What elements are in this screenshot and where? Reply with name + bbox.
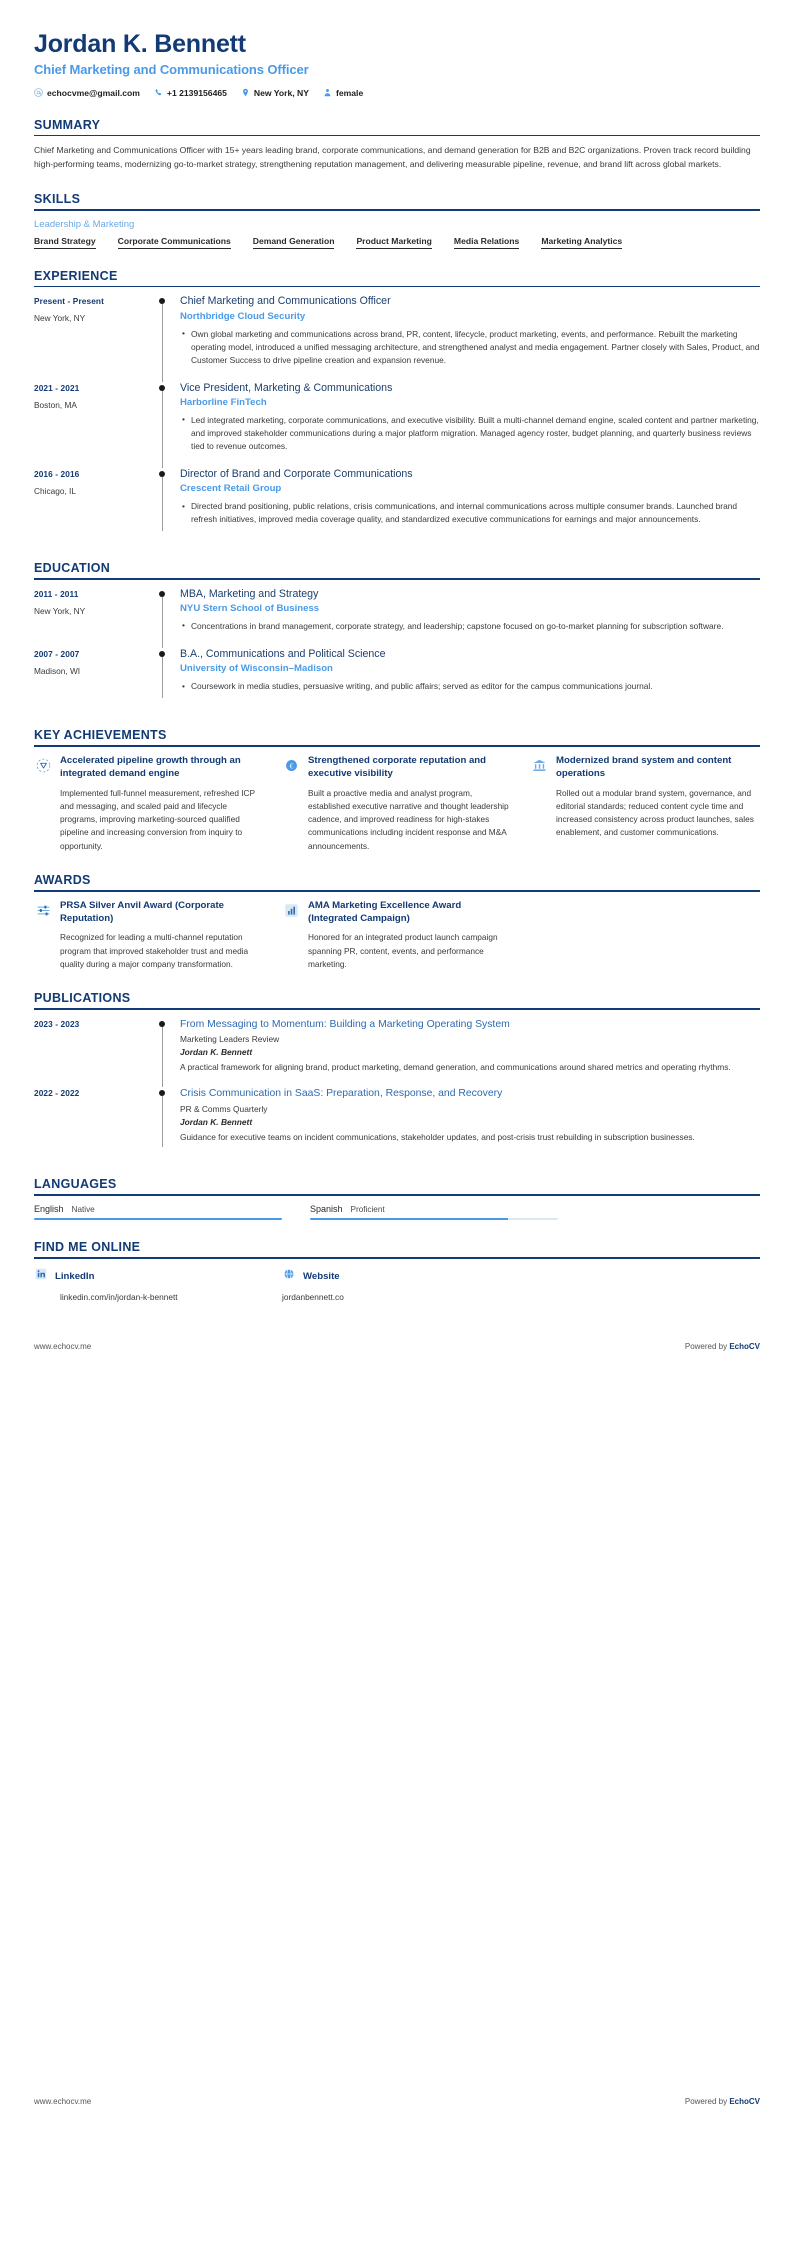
publication-entry: [34, 1018, 760, 1088]
entry-location: Chicago, IL: [34, 485, 76, 496]
online-head: [34, 1267, 282, 1286]
award-card: [34, 900, 264, 972]
online-label: Website: [303, 1270, 340, 1282]
entry-location: Boston, MA: [34, 399, 77, 410]
publication-desc: Guidance for executive teams on incident communications, stakeholder updates, and post-crisis trust rebuilding in subscription businesses.: [180, 1131, 695, 1142]
header: [34, 30, 760, 98]
achievement-title: Accelerated pipeline growth through an integrated demand engine: [60, 754, 241, 779]
degree-title: MBA, Marketing and Strategy: [180, 587, 319, 600]
education-entry: [34, 588, 760, 648]
entry-location: New York, NY: [34, 605, 86, 616]
section-title-key-achievements: KEY ACHIEVEMENTS: [34, 728, 167, 743]
section-summary: [34, 118, 760, 172]
person-icon: [323, 88, 332, 97]
footer-site[interactable]: www.echocv.me: [34, 1341, 92, 1351]
email-icon: [34, 88, 43, 97]
education-entry: [34, 648, 760, 708]
section-education: [34, 561, 760, 708]
section-title-summary: SUMMARY: [34, 117, 101, 132]
section-rule: [34, 286, 760, 288]
section-title-skills: SKILLS: [34, 192, 81, 207]
achievement-card: [34, 755, 264, 853]
entry-content: [180, 382, 760, 468]
section-rule: [34, 1194, 760, 1196]
entry-date: 2007 - 2007: [34, 648, 80, 659]
contact-email-text: echocvme@gmail.com: [47, 87, 140, 98]
section-title-find-me-online: FIND ME ONLINE: [34, 1240, 141, 1255]
entry-date: 2022 - 2022: [34, 1088, 80, 1099]
timeline-rail: [154, 1087, 180, 1157]
timeline-line: [162, 1022, 163, 1088]
online-url[interactable]: linkedin.com/in/jordan-k-bennett: [60, 1291, 178, 1302]
phone-icon: [154, 88, 163, 97]
experience-entry: [34, 382, 760, 468]
achievement-body: [556, 755, 760, 840]
timeline-dot: [159, 298, 165, 304]
timeline-line: [162, 592, 163, 648]
bullet-list: [180, 620, 760, 633]
resume-sheet-2: [0, 1377, 794, 2097]
job-title: Chief Marketing and Communications Officer: [180, 295, 391, 308]
footer-brand-name: EchoCV: [729, 1341, 760, 1351]
spacer: [34, 1302, 760, 1342]
contact-row: [34, 88, 760, 98]
entry-meta: [34, 1087, 154, 1098]
sliders-icon: [34, 902, 52, 920]
achievement-desc: Implemented full-funnel measurement, refreshed ICP and messaging, and scaled paid and lifecycle programs, improving marketing-sourced qualified pipeline and increasing conversion from inquiry to opportunity.: [60, 787, 255, 851]
language-name: Spanish: [310, 1203, 343, 1214]
bullet-list: [180, 500, 760, 526]
award-title: AMA Marketing Excellence Award (Integrated Campaign): [308, 899, 462, 924]
entry-date: 2016 - 2016: [34, 468, 80, 479]
section-rule: [34, 890, 760, 892]
location-pin-icon: [241, 88, 250, 97]
skill-chip: Marketing Analytics: [541, 236, 622, 249]
entry-content: [180, 468, 760, 541]
section-key-achievements: [34, 728, 760, 853]
language-item: [34, 1204, 282, 1221]
publication-title[interactable]: From Messaging to Momentum: Building a Marketing Operating System: [180, 1018, 510, 1030]
summary-text: Chief Marketing and Communications Officer with 15+ years leading brand, corporate communications, and demand generation for B2B and B2C organizations. Proven track record building high-performing teams, modernizing go-to-market strategy, strengthening reputation management, and delivering measurable pipeline, revenue, and brand lift across global markets.: [34, 145, 751, 170]
footer-brand-2: [685, 2097, 760, 2106]
school-name: University of Wisconsin–Madison: [180, 663, 333, 675]
timeline-dot: [159, 651, 165, 657]
timeline-line: [162, 472, 163, 531]
publication-title[interactable]: Crisis Communication in SaaS: Preparation, Response, and Recovery: [180, 1088, 503, 1100]
skill-chip: Brand Strategy: [34, 236, 96, 249]
euro-badge-icon: [282, 757, 300, 775]
job-title: Vice President, Marketing & Communications: [180, 381, 393, 394]
bullet-item: • Led integrated marketing, corporate communications, and executive visibility. Built a multi-channel demand engine, scaled content and partner marketing, and improved stakeholder communications during a major platform migration. Managed agency roster, budget planning, and quarterly business reviews tied to revenue outcomes.: [180, 414, 760, 453]
section-find-me-online: [34, 1240, 760, 1302]
language-bar: [34, 1218, 282, 1221]
achievement-desc: Built a proactive media and analyst program, established executive narrative and thought leadership cadence, and improved readiness for high-stakes communications including incident response and M&A announcements.: [308, 787, 509, 851]
language-bar-fill: [310, 1218, 508, 1221]
company-name: Northbridge Cloud Security: [180, 310, 306, 322]
award-card: [282, 900, 512, 972]
section-skills: [34, 192, 760, 249]
section-title-experience: EXPERIENCE: [34, 268, 118, 283]
achievement-body: [308, 755, 512, 853]
timeline-line: [162, 652, 163, 698]
footer-powered-prefix: Powered by: [684, 1341, 730, 1351]
timeline-rail: [154, 295, 180, 381]
experience-entry: [34, 295, 760, 381]
entry-content: [180, 648, 760, 708]
contact-phone[interactable]: [154, 88, 227, 98]
candidate-headline: Chief Marketing and Communications Officer: [34, 61, 309, 77]
achievement-title: Modernized brand system and content operations: [556, 754, 732, 779]
skill-chip: Media Relations: [454, 236, 519, 249]
degree-title: B.A., Communications and Political Science: [180, 647, 386, 660]
publication-publisher: PR & Comms Quarterly: [180, 1103, 268, 1114]
skill-group-label: Leadership & Marketing: [34, 218, 135, 230]
language-list: [34, 1204, 760, 1221]
bullet-list: [180, 414, 760, 453]
section-rule: [34, 1257, 760, 1259]
entry-content: [180, 1087, 760, 1157]
linkedin-icon: [34, 1267, 48, 1286]
award-card-empty: [530, 900, 760, 972]
award-body: [308, 900, 512, 972]
skill-list: [34, 236, 760, 249]
entry-date: 2021 - 2021: [34, 382, 80, 393]
entry-meta: [34, 468, 154, 496]
timeline-line: [162, 1091, 163, 1147]
skill-chip: Demand Generation: [253, 236, 335, 249]
entry-meta: [34, 648, 154, 676]
publication-author: Jordan K. Bennett: [180, 1116, 253, 1127]
bar-chart-icon: [282, 902, 300, 920]
section-rule: [34, 135, 760, 137]
section-rule: [34, 209, 760, 211]
online-item-linkedin[interactable]: [34, 1267, 282, 1302]
online-label: LinkedIn: [55, 1270, 95, 1282]
bullet-list: [180, 680, 760, 693]
section-languages: [34, 1177, 760, 1220]
section-title-languages: LANGUAGES: [34, 1176, 117, 1191]
award-body: [60, 900, 264, 972]
timeline-rail: [154, 588, 180, 648]
entry-date: Present - Present: [34, 296, 104, 307]
company-name: Harborline FinTech: [180, 396, 267, 408]
bullet-item: • Coursework in media studies, persuasive writing, and public affairs; served as editor for the campus communications journal.: [180, 680, 760, 693]
candidate-name: Jordan K. Bennett: [34, 30, 246, 58]
target-icon: [34, 757, 52, 775]
bullet-item: • Own global marketing and communications across brand, PR, content, lifecycle, product marketing, events, and performance. Rebuilt the marketing operating model, introduced a unified messaging architecture, and strengthened analyst and media engagement. Partner closely with Sales, Product, and Customer Success to drive pipeline creation and expansion revenue.: [180, 328, 760, 367]
award-cards: [34, 900, 760, 972]
entry-date: 2023 - 2023: [34, 1018, 80, 1029]
publication-entry: [34, 1087, 760, 1157]
entry-content: [180, 295, 760, 381]
experience-entry: [34, 468, 760, 541]
footer-brand: [685, 1342, 760, 1351]
globe-icon: [282, 1267, 296, 1286]
job-title: Director of Brand and Corporate Communications: [180, 467, 413, 480]
language-level: Native: [71, 1204, 95, 1214]
entry-location: Madison, WI: [34, 665, 81, 676]
page-footer: [0, 1342, 794, 1377]
section-title-education: EDUCATION: [34, 561, 111, 576]
award-desc: Recognized for leading a multi-channel reputation program that improved stakeholder trust and media quality during a major company transformation.: [60, 932, 249, 970]
online-list: [34, 1267, 760, 1302]
contact-email[interactable]: [34, 88, 140, 98]
timeline-dot: [159, 385, 165, 391]
section-title-awards: AWARDS: [34, 873, 91, 888]
bullet-item: • Directed brand positioning, public relations, crisis communications, and internal communications across multiple consumer brands. Launched brand refresh initiatives, improved media coverage quality, and standardized executive communications for earnings and major announcements.: [180, 500, 760, 526]
publication-author: Jordan K. Bennett: [180, 1047, 253, 1058]
section-awards: [34, 873, 760, 971]
timeline-rail: [154, 648, 180, 708]
achievement-card: [282, 755, 512, 853]
contact-phone-text: +1 2139156465: [166, 87, 227, 98]
achievement-cards: [34, 755, 760, 853]
timeline-line: [162, 299, 163, 381]
footer-powered-prefix-2: Powered by: [684, 2096, 730, 2106]
publication-publisher: Marketing Leaders Review: [180, 1034, 280, 1045]
online-head: [282, 1267, 530, 1286]
language-name: English: [34, 1203, 64, 1214]
language-item: [310, 1204, 558, 1221]
school-name: NYU Stern School of Business: [180, 602, 320, 614]
timeline-dot: [159, 1021, 165, 1027]
achievement-title: Strengthened corporate reputation and executive visibility: [308, 754, 487, 779]
svg-text:€: €: [289, 761, 293, 771]
skill-chip: Corporate Communications: [118, 236, 231, 249]
achievement-card: [530, 755, 760, 853]
footer-site-2[interactable]: www.echocv.me: [34, 2096, 92, 2106]
footer-brand-name-2: EchoCV: [729, 2096, 760, 2106]
contact-location-text: New York, NY: [253, 87, 309, 98]
timeline-dot: [159, 1090, 165, 1096]
entry-meta: [34, 295, 154, 323]
achievement-body: [60, 755, 264, 853]
timeline-rail: [154, 1018, 180, 1088]
section-rule: [34, 1008, 760, 1010]
contact-location: [241, 88, 309, 98]
online-url[interactable]: jordanbennett.co: [282, 1291, 344, 1302]
contact-gender: [323, 88, 363, 98]
language-level: Proficient: [350, 1204, 385, 1214]
language-row: [310, 1204, 558, 1214]
bullet-list: [180, 328, 760, 367]
entry-meta: [34, 1018, 154, 1029]
language-bar-fill: [34, 1218, 282, 1221]
contact-gender-text: female: [336, 87, 364, 98]
publication-desc: A practical framework for aligning brand, product marketing, demand generation, and communications around shared metrics and operating rhythms.: [180, 1062, 731, 1073]
award-desc: Honored for an integrated product launch campaign spanning PR, content, events, and performance marketing.: [308, 932, 498, 970]
entry-meta: [34, 382, 154, 410]
language-row: [34, 1204, 282, 1214]
entry-content: [180, 588, 760, 648]
skill-chip: Product Marketing: [356, 236, 431, 249]
timeline-dot: [159, 471, 165, 477]
section-experience: [34, 269, 760, 541]
section-publications: [34, 991, 760, 1157]
language-bar: [310, 1218, 558, 1221]
achievement-desc: Rolled out a modular brand system, governance, and editorial standards; reduced content cycle time and increased consistency across product launches, sales enablement, and customer communications.: [556, 787, 754, 838]
entry-content: [180, 1018, 760, 1088]
section-rule: [34, 745, 760, 747]
section-title-publications: PUBLICATIONS: [34, 991, 131, 1006]
online-item-website[interactable]: [282, 1267, 530, 1302]
award-title: PRSA Silver Anvil Award (Corporate Reputation): [60, 899, 225, 924]
timeline-dot: [159, 591, 165, 597]
entry-location: New York, NY: [34, 313, 86, 324]
timeline-line: [162, 386, 163, 468]
section-rule: [34, 578, 760, 580]
timeline-rail: [154, 382, 180, 468]
entry-date: 2011 - 2011: [34, 588, 79, 599]
entry-meta: [34, 588, 154, 616]
page-footer-2: [0, 2097, 794, 2128]
company-name: Crescent Retail Group: [180, 483, 282, 495]
bank-icon: [530, 757, 548, 775]
bullet-item: • Concentrations in brand management, corporate strategy, and leadership; capstone focused on go-to-market planning for subscription software.: [180, 620, 760, 633]
timeline-rail: [154, 468, 180, 541]
